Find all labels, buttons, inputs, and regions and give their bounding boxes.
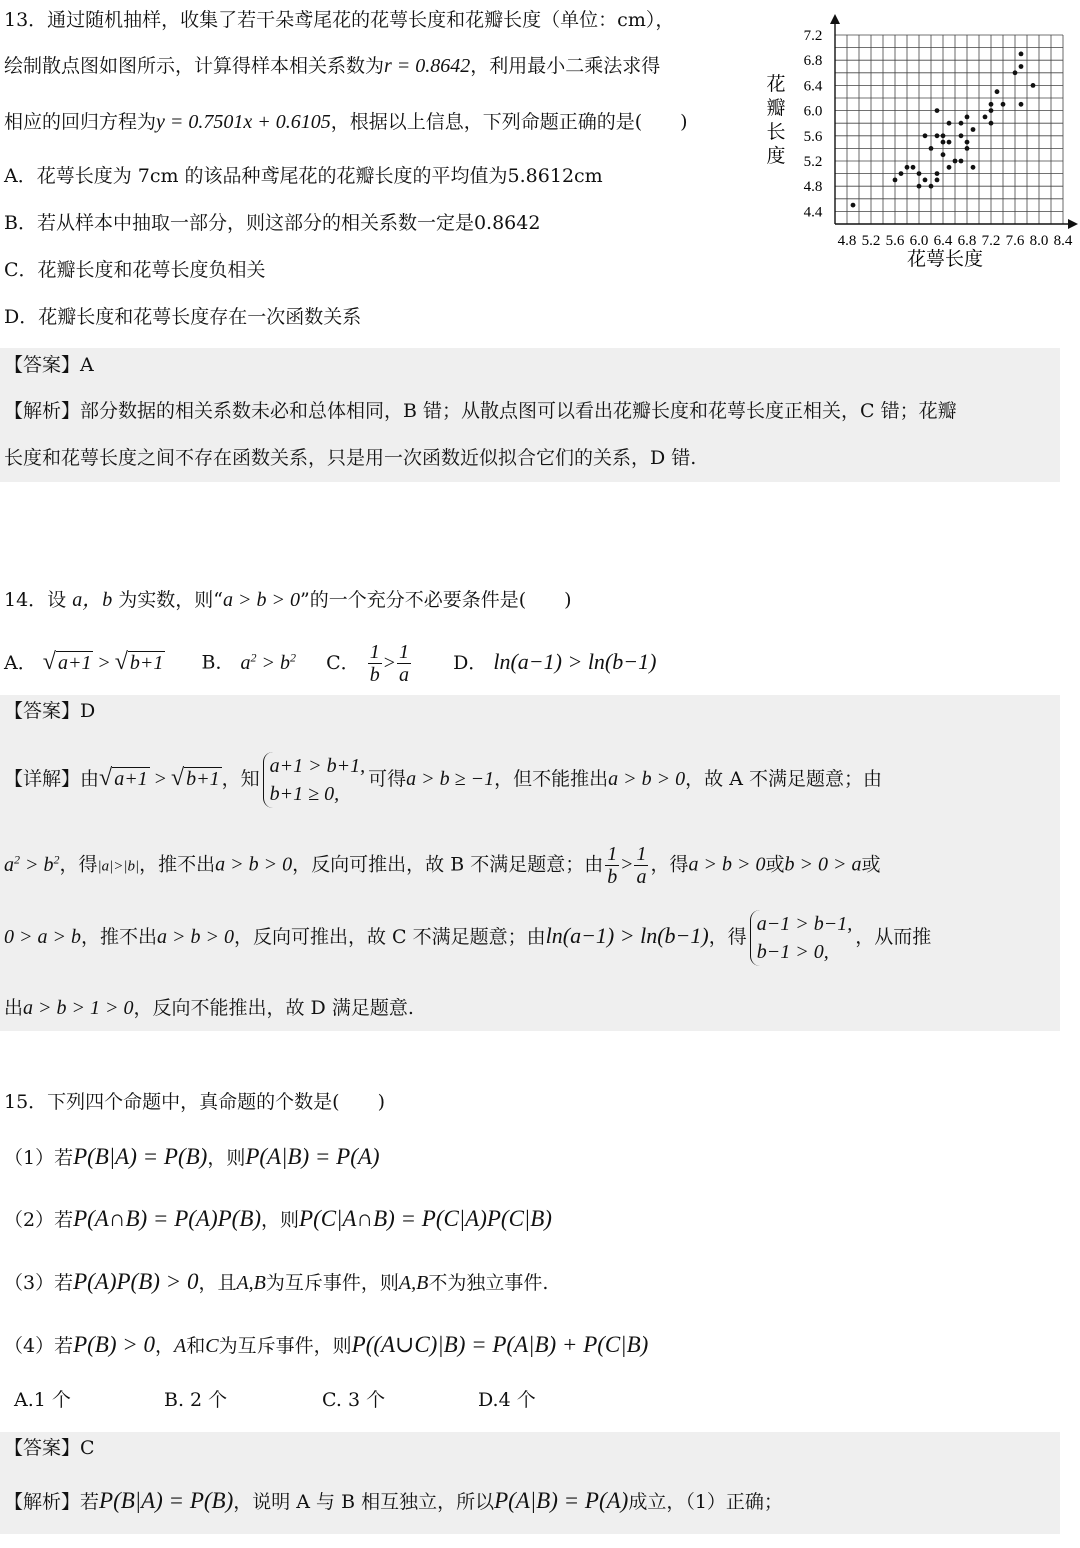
scatter-point	[905, 165, 910, 170]
scatter-point	[947, 165, 952, 170]
y-tick-label: 6.8	[803, 53, 823, 70]
x-tick-label: 5.2	[861, 233, 881, 249]
scatter-point	[965, 140, 970, 145]
q15-options	[4, 1386, 536, 1414]
scatter-point	[1001, 102, 1006, 107]
scatter-point	[1019, 102, 1024, 107]
q13-answer: 【答案】A	[4, 354, 94, 376]
q13-option-a: A．花萼长度为 7cm 的该品种鸢尾花的花瓣长度的平均值为5.8612cm	[4, 165, 603, 187]
scatter-point	[1019, 64, 1024, 69]
y-tick-label: 5.2	[803, 154, 823, 170]
q14-detail-3: 0 > a > b，推不出a > b > 0，反向可推出，故 C 不满足题意；由ln(a−1) > ln(b−1)，得 a−1 > b−1, b−1 > 0, ，从而推	[4, 906, 931, 967]
q13-line-3: 相应的回归方程为y = 0.7501x + 0.6105，根据以上信息，下列命题正确的是( )	[4, 111, 688, 133]
scatter-point	[953, 159, 958, 164]
y-axis-arrow	[830, 14, 840, 24]
scatter-point	[947, 121, 952, 126]
scatter-point	[965, 115, 970, 120]
q13-option-d: D．花瓣长度和花萼长度存在一次函数关系	[4, 306, 362, 328]
x-tick-labels	[838, 233, 1073, 249]
scatter-point	[899, 171, 904, 176]
q15-option-b: B. 2 个	[164, 1389, 228, 1411]
scatter-point	[911, 165, 916, 170]
scatter-point	[941, 133, 946, 138]
q14-answer: 【答案】D	[4, 700, 96, 722]
y-axis-label-char: 花	[766, 74, 786, 95]
x-tick-label: 4.8	[837, 233, 857, 249]
q14-option-c: C． $\frac{1}{b}$ > $\frac{1}{a}$	[326, 641, 409, 687]
scatter-point	[995, 89, 1000, 94]
chart-grid	[835, 35, 1063, 224]
scatter-point	[989, 108, 994, 113]
scatter-point	[983, 115, 988, 120]
y-tick-label: 6.0	[803, 103, 823, 120]
scatter-point	[941, 152, 946, 157]
regression-equation: y = 0.7501x + 0.6105	[156, 111, 331, 133]
q15-proposition-4: （4）若P(B) > 0，A和C为互斥事件，则P((A∪C)|B) = P(A|B) + P(C|B)	[4, 1332, 649, 1357]
scatter-point	[917, 184, 922, 189]
q13-option-c: C．花瓣长度和花萼长度负相关	[4, 259, 266, 281]
q13-explanation-2: 长度和花萼长度之间不存在函数关系，只是用一次函数近似拟合它们的关系，D 错.	[4, 447, 697, 469]
scatter-point	[923, 133, 928, 138]
q14-option-d: D． ln(a−1) > ln(b−1)	[453, 648, 657, 674]
scatter-point	[971, 165, 976, 170]
q14-option-b: B． $a^2 > b^2$	[201, 650, 297, 674]
scatter-point	[935, 171, 940, 176]
q15-option-a: A.1 个	[14, 1389, 71, 1411]
chart-axes	[830, 14, 1078, 229]
scatter-point	[1019, 52, 1024, 57]
x-axis-label: 花萼长度	[906, 249, 984, 270]
scatter-point	[935, 108, 940, 113]
q15-answer: 【答案】C	[4, 1437, 95, 1459]
q13-option-b: B．若从样本中抽取一部分，则这部分的相关系数一定是0.8642	[4, 212, 541, 234]
y-axis-label-char: 长	[766, 122, 786, 143]
q14-stem: 14．设 a，b 为实数，则“a > b > 0”的一个充分不必要条件是( )	[4, 589, 572, 611]
scatter-point	[923, 178, 928, 183]
x-tick-label: 8.0	[1029, 233, 1049, 249]
x-tick-label: 7.6	[1005, 233, 1025, 249]
x-tick-label: 5.6	[885, 233, 905, 249]
scatter-point	[947, 140, 952, 145]
scatter-point	[929, 146, 934, 151]
q13-explanation-1: 【解析】部分数据的相关系数未必和总体相同，B 错；从散点图可以看出花瓣长度和花萼长度正相关，C 错；花瓣	[4, 400, 957, 422]
scatter-point	[965, 146, 970, 151]
x-axis-arrow	[1068, 219, 1078, 229]
scatter-point	[893, 178, 898, 183]
scatter-point	[935, 133, 940, 138]
y-tick-label: 4.8	[803, 179, 823, 196]
q15-option-c: C. 3 个	[322, 1389, 386, 1411]
scatter-point	[989, 121, 994, 126]
q13-line-1: 13．通过随机抽样，收集了若干朵鸢尾花的花萼长度和花瓣长度（单位：cm），	[4, 9, 675, 31]
scatter-point	[959, 159, 964, 164]
q15-explanation-1: 【解析】若P(B|A) = P(B)，说明 A 与 B 相互独立，所以P(A|B) = P(A)成立，（1）正确；	[4, 1488, 783, 1513]
q15-proposition-2: （2）若P(A∩B) = P(A)P(B)，则P(C|A∩B) = P(C|A)P(C|B)	[4, 1206, 552, 1231]
y-axis-label	[766, 73, 785, 167]
scatter-point	[851, 203, 856, 208]
y-tick-label: 5.6	[803, 128, 823, 145]
q14-detail-1: 【详解】由√ a+1 > √ b+1 ，知 a+1 > b+1, b+1 ≥ 0, 可得a > b ≥ −1，但不能推出a > b > 0，故 A 不满足题意；由	[4, 748, 882, 809]
y-axis-label-char: 瓣	[766, 98, 786, 119]
scatter-point	[1031, 83, 1036, 88]
scatter-point	[971, 127, 976, 132]
y-tick-label: 6.4	[803, 78, 823, 95]
x-tick-label: 6.8	[957, 233, 977, 249]
y-tick-label: 7.2	[803, 28, 823, 44]
scatter-point	[929, 184, 934, 189]
scatter-point	[941, 140, 946, 145]
correlation-value: r = 0.8642	[384, 55, 471, 77]
q13-line-2: 绘制散点图如图所示，计算得样本相关系数为r = 0.8642，利用最小二乘法求得	[4, 55, 661, 77]
q14-options	[4, 640, 656, 686]
x-tick-label: 8.4	[1053, 233, 1073, 249]
q15-stem: 15．下列四个命题中，真命题的个数是( )	[4, 1091, 386, 1113]
scatter-point	[1013, 70, 1018, 75]
x-tick-label: 7.2	[981, 233, 1001, 249]
y-tick-labels	[804, 28, 823, 220]
scatter-point	[935, 178, 940, 183]
q15-option-d: D.4 个	[478, 1389, 536, 1411]
scatter-chart	[760, 10, 1080, 278]
scatter-point	[917, 171, 922, 176]
scatter-point	[959, 121, 964, 126]
y-tick-label: 4.4	[803, 204, 823, 221]
q14-option-a: A． √ a+1 > √ b+1	[4, 648, 164, 675]
y-axis-label-char: 度	[766, 146, 786, 167]
q14-detail-4: 出a > b > 1 > 0，反向不能推出，故 D 满足题意.	[4, 997, 414, 1019]
q15-proposition-3: （3）若P(A)P(B) > 0，且A,B为互斥事件，则A,B不为独立事件.	[4, 1269, 549, 1294]
x-tick-label: 6.0	[909, 233, 929, 249]
x-tick-label: 6.4	[933, 233, 953, 249]
scatter-point	[989, 102, 994, 107]
scatter-point	[959, 133, 964, 138]
q14-detail-2: $a^2 > b^2$，得|a|>|b|，推不出a > b > 0，反向可推出，故 B 不满足题意；由 $\frac{1}{b}$ > $\frac{1}{a}$ ，得a > b > 0或b > 0 > a或	[4, 843, 881, 889]
q15-proposition-1: （1）若P(B|A) = P(B)，则P(A|B) = P(A)	[4, 1144, 380, 1169]
